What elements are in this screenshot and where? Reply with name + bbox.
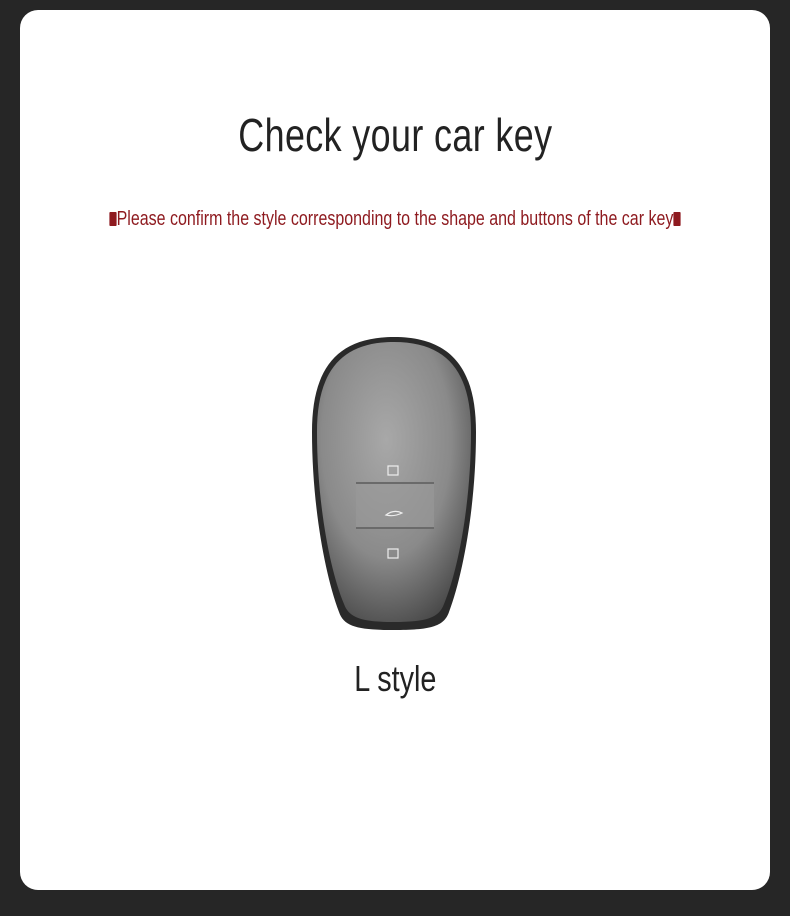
bracket-right-icon	[673, 212, 680, 226]
page-title-wrap	[20, 108, 770, 162]
bracket-left-icon	[109, 212, 116, 226]
key-style-label[interactable]: L style	[353, 658, 437, 699]
page-title: Check your car key	[237, 109, 553, 161]
key-style-label-wrap	[20, 658, 770, 700]
subtitle: Please confirm the style corresponding to the shape and buttons of the car key	[116, 208, 674, 230]
subtitle-wrap	[20, 208, 770, 231]
car-key-image[interactable]	[304, 332, 484, 632]
dialog-card	[20, 10, 770, 890]
